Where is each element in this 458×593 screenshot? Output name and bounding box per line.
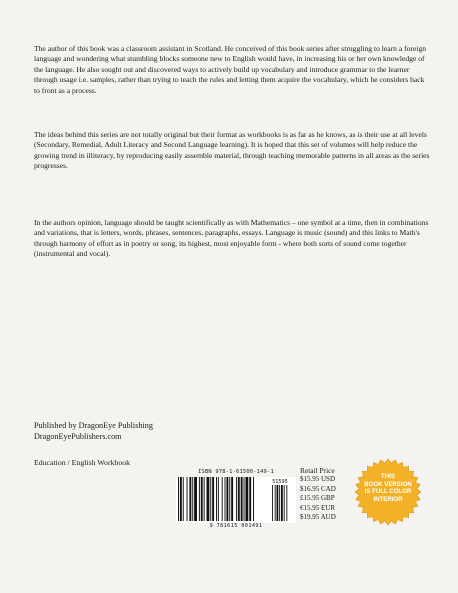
description-paragraph-2: The ideas behind this series are not totally original but their format as workbooks is as far as he knows, as is their use at all levels (Secondary, Remedial, Adult Literacy and Second Language learning). It is hoped that this set of volumes will help reduce the growing trend in illiteracy, by reproducing easily assemble material, through teaching memorable patterns in all areas as the series progresses. xyxy=(34,130,430,171)
price-gbp: £15.95 GBP xyxy=(300,494,335,503)
price-cad: $16.95 CAD xyxy=(300,484,336,493)
isbn-barcode xyxy=(176,469,296,531)
publisher-website: DragonEyePublishers.com xyxy=(34,432,122,441)
publisher-info xyxy=(34,420,153,442)
description-paragraph-3: In the authors opinion, language should be taught scientifically as with Mathematics – one symbol at a time, then in combinations and variations, that is letters, words, phrases, sentences, paragraphs, essays. Language is music (sound) and this links to Math's through harmony of effort as in poetry or song, its highest, most enjoyable form - where both sorts of sound come together (instrumental and vocal). xyxy=(34,218,429,259)
price-aud: $19.95 AUD xyxy=(300,513,336,522)
category-label: Education / English Workbook xyxy=(34,458,131,467)
seal-line-3: IS FULL COLOR xyxy=(364,488,412,496)
seal-line-1: THIS xyxy=(381,473,395,480)
publisher-name: Published by DragonEye Publishing xyxy=(34,421,153,430)
price-usd: $15.95 USD xyxy=(300,475,336,484)
seal-label xyxy=(354,473,422,503)
seal-line-2: BOOK VERSION xyxy=(364,480,412,488)
retail-price-block xyxy=(300,466,336,522)
seal-line-4: INTERIOR xyxy=(373,495,403,503)
retail-price-title: Retail Price xyxy=(300,466,335,475)
barcode-bars xyxy=(176,477,296,523)
barcode-digits: 9 781615 001491 xyxy=(209,523,263,529)
price-eur: €15.95 EUR xyxy=(300,503,335,512)
isbn-label: ISBN 978-1-61500-149-1 xyxy=(198,469,274,475)
barcode-addon: 51595 xyxy=(272,479,288,485)
description-paragraph-1: The author of this book was a classroom assistant in Scotland. He conceived of this book series after struggling to learn a foreign language and wondering what stumbling blocks someone new to English would have, in increasing his or her own knowledge of the language. He also sought out and discovered ways to actively build up vocabulary and introduce grammar to the learner through usage i.e. samples, rather than trying to teach the rules and letting them acquire the vocabulary, which he considers back to front as a process. xyxy=(34,44,427,95)
